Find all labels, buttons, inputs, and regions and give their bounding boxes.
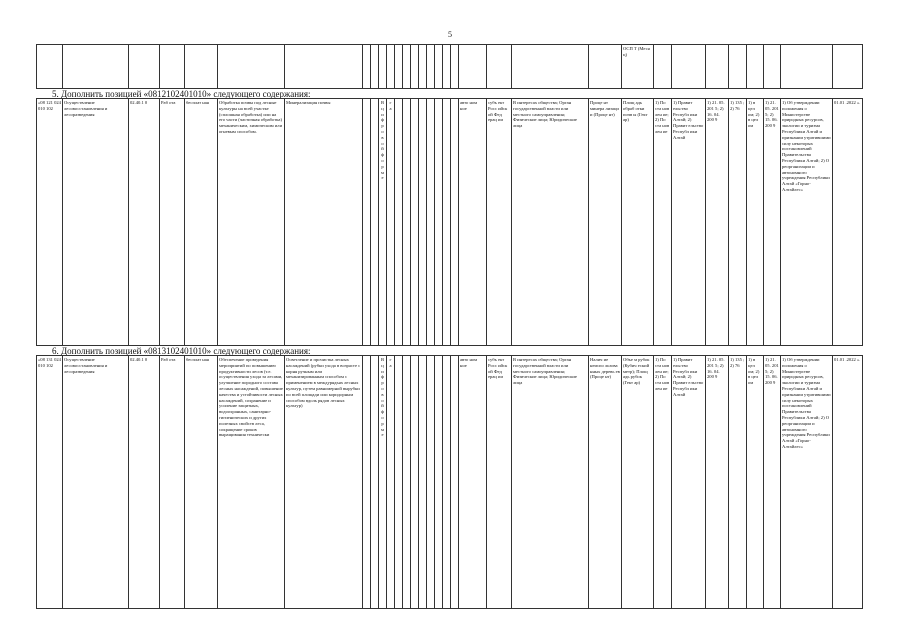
cell-d2: 1) 21. 05. 201 5; 2) 15. 06. 200 9 xyxy=(764,356,781,609)
cell-paid: бесплат ная xyxy=(185,99,218,346)
cell-auto: авто ном ное xyxy=(459,99,487,346)
cell-n2: 1) Правит ельство Республ ики Алтай; 2) Правит ельство Республ ики Алтай xyxy=(672,356,706,609)
cell-method: Минерализация почвы xyxy=(285,99,363,346)
cell-n4: 1) в цел ом; 2) в цел ом xyxy=(747,356,764,609)
cell-n3: 1) 135 ; 2) 76 xyxy=(729,356,747,609)
table-row xyxy=(37,356,863,609)
cell-n1: 1) По ста нов лен ие; 2) По ста нов лен ие xyxy=(654,99,672,346)
section-6-table xyxy=(36,355,863,609)
cell-n4: 1) в цел ом; 2) в цел ом xyxy=(747,99,764,346)
cell-name: Осуществление лесовосстановления и лесоразведения xyxy=(63,356,129,609)
cell-unit1: Налич ие неиспо льзова нных деревь ев (Проце нт) xyxy=(589,356,622,609)
cell-date: 01.01 .2022 ». xyxy=(833,356,863,609)
cell-content: Обработка почвы под лесные культуры на всей участке (сплошная обработка) или на его части (частичная обработка) механическим, химическим или огневым способом. xyxy=(218,99,285,346)
table-row xyxy=(37,99,863,346)
cell-d1: 1) 21. 05. 201 5; 2) 16. 04. 200 9 xyxy=(706,99,729,346)
cell-code: «08 131 024 010 102 xyxy=(37,356,63,609)
cell-n3: 1) 135 ; 2) 76 xyxy=(729,99,747,346)
cell-okved: 02.40.1 0 xyxy=(129,356,160,609)
section-5-table xyxy=(36,98,863,346)
previous-table-fragment xyxy=(36,44,863,89)
cell-unit2: Объе м рубок (Кубич еский метр); Площ адь рубок (Гект ар) xyxy=(622,356,654,609)
page-number: 5 xyxy=(448,30,452,39)
cell-interest: В интересах общества; Орган государственной власти или местного самоуправления; Физические лица; Юридические лица xyxy=(512,99,589,346)
cell-content: Обеспечение проведения мероприятий по повышению продуктивности лесов (т.е. осуществления ухода за лесами, улучшение породного состава лесных насаждений, повышение качества и устойчивости лесных насаждений, сохранение и усиление защитных, водоохранных, санитарно-гигиенических и других полезных свойств леса, сокращение сроков выращивания технически xyxy=(218,356,285,609)
cell-code: «08 121 024 010 102 xyxy=(37,99,63,346)
cell-cat: г а xyxy=(387,99,395,346)
cell-interest: В интересах общества; Орган государственной власти или местного самоуправления; Физические лица; Юридические лица xyxy=(512,356,589,609)
cell-d2: 1) 21. 05. 201 5; 2) 15. 06. 200 9 xyxy=(764,99,781,346)
cell-legal: 1) Об утверждении положения о Министерстве природных ресурсов, экологии и туризма Республики Алтай и признании утратившими силу некоторых постановлений Правительства Республики Алтай; 2) О реорганизации и автономного учреждения Республики Алтай «Горно-Алтайлес» xyxy=(781,356,833,609)
section-6-title: 6. Дополнить позицией «0813102401010» следующего содержания: xyxy=(52,346,311,356)
cell-method: Осветление и прочистка лесных насаждений (рубки ухода в возрасте с корня ручным или механизированным способом с применением в междурядьях лесных культур, путем равномерной вырубки по всей площади или коридорным способом вдоль рядов лесных культур) xyxy=(285,356,363,609)
top-fragment-cell: ОСП Т (Меся ц) xyxy=(622,45,654,89)
section-5-title: 5. Дополнить позицией «0812102401010» следующего содержания: xyxy=(52,89,311,99)
cell-n1: 1) По ста нов лен ие; 2) По ста нов лен ие xyxy=(654,356,672,609)
cell-legal: 1) Об утверждении положения о Министерстве природных ресурсов, экологии и туризма Республики Алтай и признании утратившими силу некоторых постановлений Правительства Республики Алтай; 2) О реорганизации и автономного учреждения Республики Алтай «Горно-Алтайлес» xyxy=(781,99,833,346)
cell-subj: субъ ект Росс ийск ой Фед ерац ии xyxy=(487,356,512,609)
cell-kind: Раб ота xyxy=(160,99,185,346)
cell-name: Осуществление лесовосстановления и лесоразведения xyxy=(63,99,129,346)
cell-cat: г а xyxy=(387,356,395,609)
cell-d1: 1) 21. 05. 201 5; 2) 16. 04. 200 9 xyxy=(706,356,729,609)
cell-paid: бесплат ная xyxy=(185,356,218,609)
cell-unit2: Площ адь обраб отки почв ы (Гект ар) xyxy=(622,99,654,346)
cell-n2: 1) Правит ельство Республ ики Алтай; 2) Правит ельство Республ ики Алтай xyxy=(672,99,706,346)
cell-form: В ц и ф р о в о й ф о р м е xyxy=(379,99,387,346)
cell-unit1: Проце нт минера лизаци и (Проце нт) xyxy=(589,99,622,346)
cell-okved: 02.40.1 0 xyxy=(129,99,160,346)
cell-form: В ц и ф р о в о й ф о р м е xyxy=(379,356,387,609)
cell-date: 01.01 .2022 ». xyxy=(833,99,863,346)
cell-kind: Раб ота xyxy=(160,356,185,609)
cell-subj: субъ ект Росс ийск ой Фед ерац ии xyxy=(487,99,512,346)
cell-auto: авто ном ное xyxy=(459,356,487,609)
